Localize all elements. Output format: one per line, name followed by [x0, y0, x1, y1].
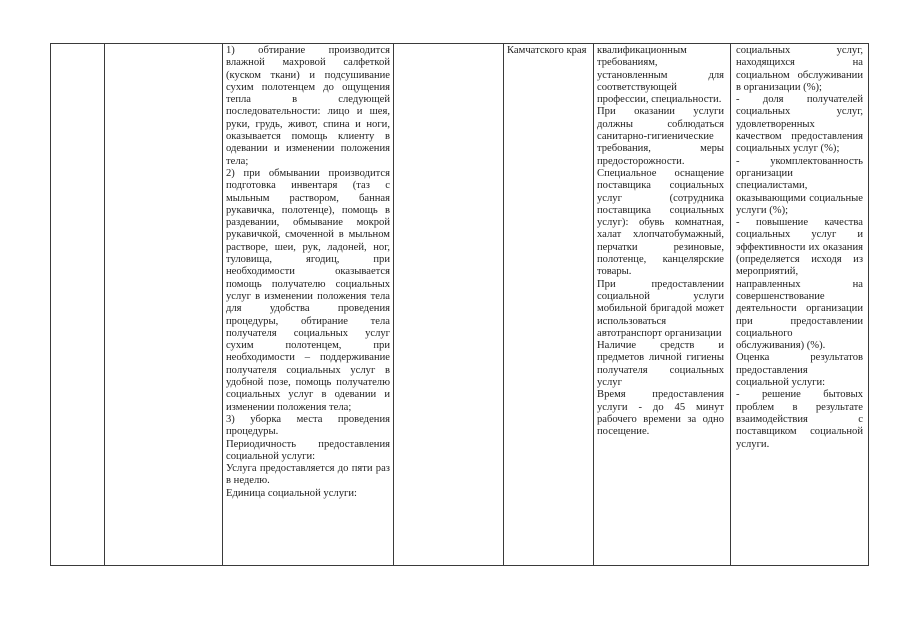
- paragraph: - решение бытовых проблем в результате взаимодействия с поставщиком социальной услуги.: [736, 389, 863, 450]
- col-divider: [393, 43, 394, 565]
- col-divider: [503, 43, 504, 565]
- paragraph: При оказании услуги должны соблюдаться санитарно-гигиенические требования, меры предосторожности.: [597, 106, 724, 167]
- paragraph: Периодичность предоставления социальной услуги:: [226, 438, 390, 462]
- paragraph: Наличие средств и предметов личной гигиены получателя социальных услуг: [597, 340, 724, 389]
- table-top-border: [50, 43, 869, 44]
- quality-indicators-cell: [736, 45, 863, 451]
- paragraph: Время предоставления услуги - до 45 минут рабочего времени за одно посещение.: [597, 389, 724, 438]
- paragraph: 3) уборка места проведения процедуры.: [226, 413, 390, 438]
- col-divider: [593, 43, 594, 565]
- paragraph: - укомплектованность организации специалистами, оказывающими социальные услуги (%);: [736, 155, 863, 216]
- paragraph: социальных услуг, находящихся на социальном обслуживании в организации (%);: [736, 45, 863, 93]
- paragraph: - повышение качества социальных услуг и эффективности их оказания (определяется исходя из мероприятий, направленных на совершенствование деятельности организации при предоставлении социального обслуживания) (%).: [736, 217, 863, 352]
- region-name: Камчатского края: [507, 45, 587, 56]
- conditions-cell: [597, 45, 724, 439]
- paragraph: Оценка результатов предоставления социальной услуги:: [736, 352, 863, 389]
- region-cell: [507, 45, 591, 57]
- paragraph: Специальное оснащение поставщика социальных услуг (сотрудника поставщика социальных услуг): обувь комнатная, халат хлопчатобумажный, перчатки резиновые, полотенце, канцелярские товары.: [597, 167, 724, 278]
- paragraph: Услуга предоставляется до пяти раз в неделю.: [226, 463, 390, 487]
- paragraph: 2) при обмывании производится подготовка инвентаря (таз с мыльным раствором, банная рукавичка, полотенце), помощь в раздевании, обмывание мокрой рукавичкой, смоченной в мыльном растворе, шеи, рук, ладоней, ног, туловища, ягодиц, при необходимости оказывается помощь получателю социальных услуг в изменении положения тела для удобства проведения процедуры, обтирание тела получателя социальных услуг сухим полотенцем, при необходимости – поддерживание получателя социальных услуг в удобной позе, помощь получателю социальных услуг в одевании и изменении положения тела;: [226, 167, 390, 413]
- paragraph: Единица социальной услуги:: [226, 487, 357, 499]
- col-divider: [50, 43, 51, 565]
- table-bottom-border: [50, 565, 869, 566]
- paragraph: При предоставлении социальной услуги мобильной бригадой может использоваться автотранспорт организации: [597, 278, 724, 339]
- col-divider: [868, 43, 869, 565]
- paragraph: - доля получателей социальных услуг, удовлетворенных качеством предоставления социальных услуг (%);: [736, 94, 863, 155]
- col-divider: [730, 43, 731, 565]
- service-description-cell: [226, 45, 390, 500]
- paragraph: 1) обтирание производится влажной махровой салфеткой (куском ткани) и подсушивание сухим полотенцем до ощущения тепла в следующей последовательности: лицо и шея, руки, грудь, живот, спина и ноги, оказывается помощь клиенту в одевании и изменении положения тела;: [226, 45, 390, 167]
- col-divider: [104, 43, 105, 565]
- paragraph: квалификационным требованиям, установленным для соответствующей профессии, специальности.: [597, 45, 724, 106]
- col-divider: [222, 43, 223, 565]
